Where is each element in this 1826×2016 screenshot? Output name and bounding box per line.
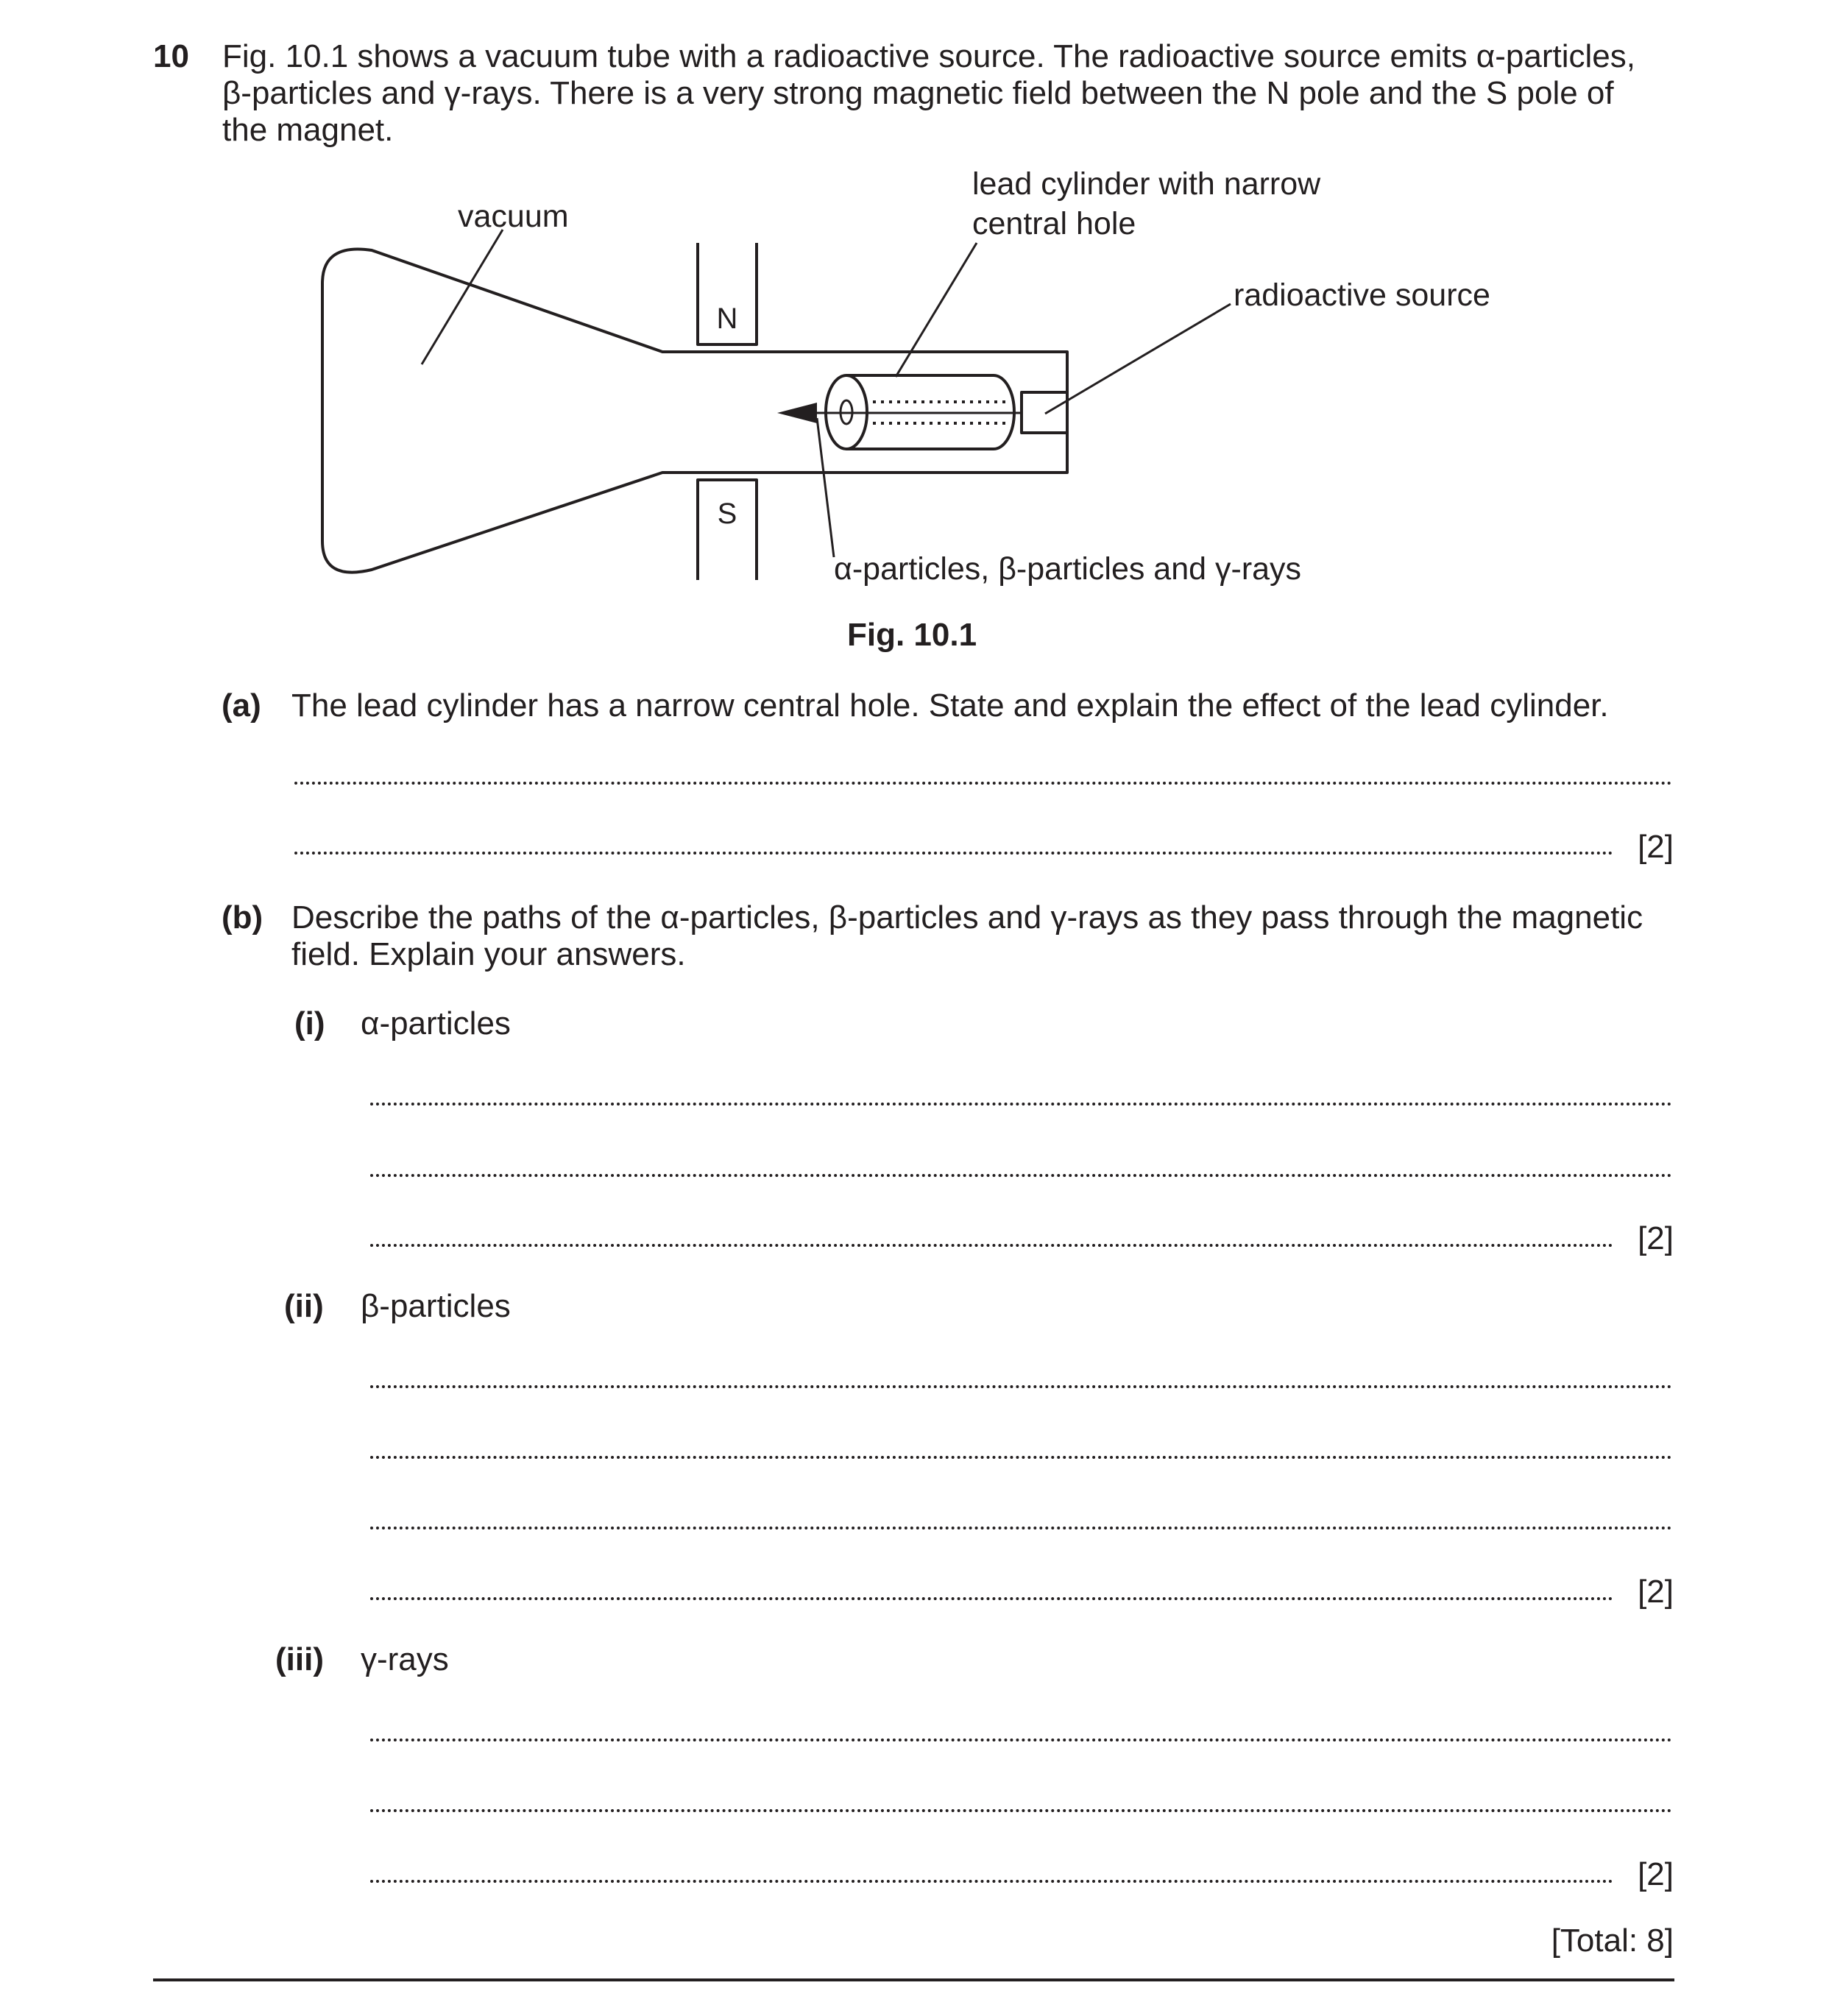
- part-a-marks: [2]: [1638, 829, 1674, 865]
- question-number: 10: [153, 38, 189, 74]
- intro-line-3: the magnet.: [222, 112, 394, 148]
- subpart-iii-label: (iii): [275, 1641, 324, 1677]
- subpart-ii-label: (ii): [284, 1288, 324, 1324]
- subpart-iii-marks: [2]: [1638, 1856, 1674, 1892]
- answer-line-iii-3[interactable]: [370, 1880, 1613, 1883]
- label-south: S: [717, 498, 737, 530]
- label-cylinder-line2: central hole: [972, 206, 1136, 241]
- subpart-iii-text: γ-rays: [361, 1641, 449, 1677]
- part-a-label: (a): [222, 687, 261, 724]
- vacuum-leader: [422, 230, 503, 364]
- answer-line-ii-3[interactable]: [370, 1527, 1672, 1529]
- answer-line-i-3[interactable]: [370, 1244, 1613, 1247]
- part-b-question-line-2: field. Explain your answers.: [291, 936, 686, 972]
- label-north: N: [716, 303, 738, 335]
- beam-arrowhead: [777, 403, 817, 423]
- subpart-i-text: α-particles: [361, 1005, 511, 1041]
- subpart-ii-marks: [2]: [1638, 1574, 1674, 1610]
- intro-line-2: β-particles and γ-rays. There is a very strong magnetic field between the N pole and the S pole of: [222, 75, 1614, 111]
- magnet-south-pole: [698, 480, 757, 580]
- subpart-ii-text: β-particles: [361, 1288, 511, 1324]
- label-radioactive-source: radioactive source: [1234, 277, 1490, 313]
- radioactive-source: [1022, 392, 1067, 433]
- part-a-question: The lead cylinder has a narrow central hole. State and explain the effect of the lead cylinder.: [291, 687, 1609, 724]
- source-leader: [1045, 304, 1231, 414]
- part-b-label: (b): [222, 899, 263, 936]
- label-vacuum: vacuum: [458, 199, 569, 234]
- part-b-question-line-1: Describe the paths of the α-particles, β-particles and γ-rays as they pass through the magnetic: [291, 899, 1643, 936]
- answer-line-a-2[interactable]: [294, 852, 1613, 855]
- vacuum-tube-diagram: [0, 0, 1826, 648]
- answer-line-iii-1[interactable]: [370, 1739, 1672, 1741]
- cylinder-leader: [896, 243, 977, 377]
- answer-line-i-1[interactable]: [370, 1103, 1672, 1106]
- subpart-i-label: (i): [294, 1005, 325, 1041]
- intro-line-1: Fig. 10.1 shows a vacuum tube with a radioactive source. The radioactive source emits α-particles,: [222, 38, 1635, 74]
- bottom-rule: [153, 1978, 1674, 1981]
- vacuum-tube-outline: [322, 249, 1067, 572]
- answer-line-iii-2[interactable]: [370, 1809, 1672, 1812]
- answer-line-ii-1[interactable]: [370, 1385, 1672, 1388]
- label-beam: α-particles, β-particles and γ-rays: [834, 551, 1302, 587]
- answer-line-ii-2[interactable]: [370, 1456, 1672, 1459]
- answer-line-i-2[interactable]: [370, 1174, 1672, 1177]
- answer-line-a-1[interactable]: [294, 782, 1672, 785]
- subpart-i-marks: [2]: [1638, 1220, 1674, 1256]
- figure-caption: Fig. 10.1: [847, 617, 977, 653]
- label-cylinder-line1: lead cylinder with narrow: [972, 166, 1321, 202]
- answer-line-ii-4[interactable]: [370, 1597, 1613, 1600]
- total-marks: [Total: 8]: [1551, 1923, 1674, 1959]
